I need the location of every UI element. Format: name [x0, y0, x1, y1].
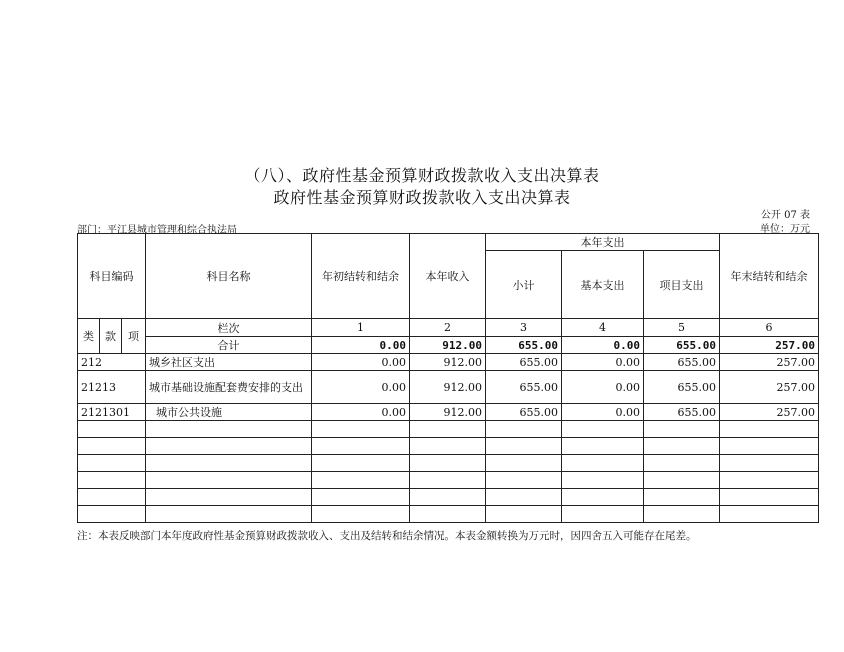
empty-row	[78, 489, 819, 506]
header-xiang: 项	[122, 319, 146, 354]
empty-row	[78, 506, 819, 523]
empty-row	[78, 421, 819, 438]
column-number-4: 4	[562, 319, 644, 337]
column-number-label: 栏次	[146, 319, 312, 337]
empty-row	[78, 455, 819, 472]
row-project: 655.00	[644, 354, 720, 371]
budget-table	[77, 233, 819, 523]
header-basic: 基本支出	[562, 251, 644, 319]
header-subtotal: 小计	[486, 251, 562, 319]
row-name: 城乡社区支出	[146, 354, 312, 371]
column-number-2: 2	[410, 319, 486, 337]
row-income: 912.00	[410, 354, 486, 371]
row-begin: 0.00	[312, 354, 410, 371]
header-end-balance: 年末结转和结余	[720, 234, 819, 319]
column-number-3: 3	[486, 319, 562, 337]
total-label: 合计	[146, 337, 312, 354]
total-subtotal: 655.00	[486, 337, 562, 354]
empty-row	[78, 472, 819, 489]
row-name: 城市公共设施	[146, 404, 312, 421]
row-code: 2121301	[78, 404, 146, 421]
column-number-6: 6	[720, 319, 819, 337]
table-row	[78, 371, 819, 404]
report-subtitle: 政府性基金预算财政拨款收入支出决算表	[273, 188, 571, 207]
table-id: 公开 07 表	[760, 210, 810, 221]
report-title: （八）、政府性基金预算财政拨款收入支出决算表	[244, 166, 600, 185]
total-begin: 0.00	[312, 337, 410, 354]
header-income: 本年收入	[410, 234, 486, 319]
header-code: 科目编码	[78, 234, 146, 319]
empty-row	[78, 438, 819, 455]
total-project: 655.00	[644, 337, 720, 354]
row-basic: 0.00	[562, 371, 644, 404]
row-end: 257.00	[720, 354, 819, 371]
row-name: 城市基础设施配套费安排的支出	[146, 371, 312, 404]
row-subtotal: 655.00	[486, 404, 562, 421]
row-begin: 0.00	[312, 404, 410, 421]
row-project: 655.00	[644, 371, 720, 404]
row-income: 912.00	[410, 404, 486, 421]
row-subtotal: 655.00	[486, 354, 562, 371]
header-name: 科目名称	[146, 234, 312, 319]
unit-label: 单位：万元	[760, 224, 810, 235]
total-row	[78, 337, 819, 354]
row-end: 257.00	[720, 371, 819, 404]
row-subtotal: 655.00	[486, 371, 562, 404]
row-begin: 0.00	[312, 371, 410, 404]
total-end: 257.00	[720, 337, 819, 354]
table-row	[78, 354, 819, 371]
row-code: 21213	[78, 371, 146, 404]
column-number-1: 1	[312, 319, 410, 337]
footnote: 注：本表反映部门本年度政府性基金预算财政拨款收入、支出及结转和结余情况。本表金额转换为万元时，因四舍五入可能存在尾差。	[77, 530, 697, 542]
header-expense-group: 本年支出	[486, 234, 720, 251]
table-row	[78, 404, 819, 421]
row-basic: 0.00	[562, 354, 644, 371]
header-kuan: 款	[100, 319, 122, 354]
row-basic: 0.00	[562, 404, 644, 421]
department-label: 部门：平江县城市管理和综合执法局	[77, 225, 237, 236]
header-lei: 类	[78, 319, 100, 354]
total-income: 912.00	[410, 337, 486, 354]
column-number-5: 5	[644, 319, 720, 337]
row-end: 257.00	[720, 404, 819, 421]
header-project: 项目支出	[644, 251, 720, 319]
row-code: 212	[78, 354, 146, 371]
header-begin-balance: 年初结转和结余	[312, 234, 410, 319]
total-basic: 0.00	[562, 337, 644, 354]
row-project: 655.00	[644, 404, 720, 421]
row-income: 912.00	[410, 371, 486, 404]
